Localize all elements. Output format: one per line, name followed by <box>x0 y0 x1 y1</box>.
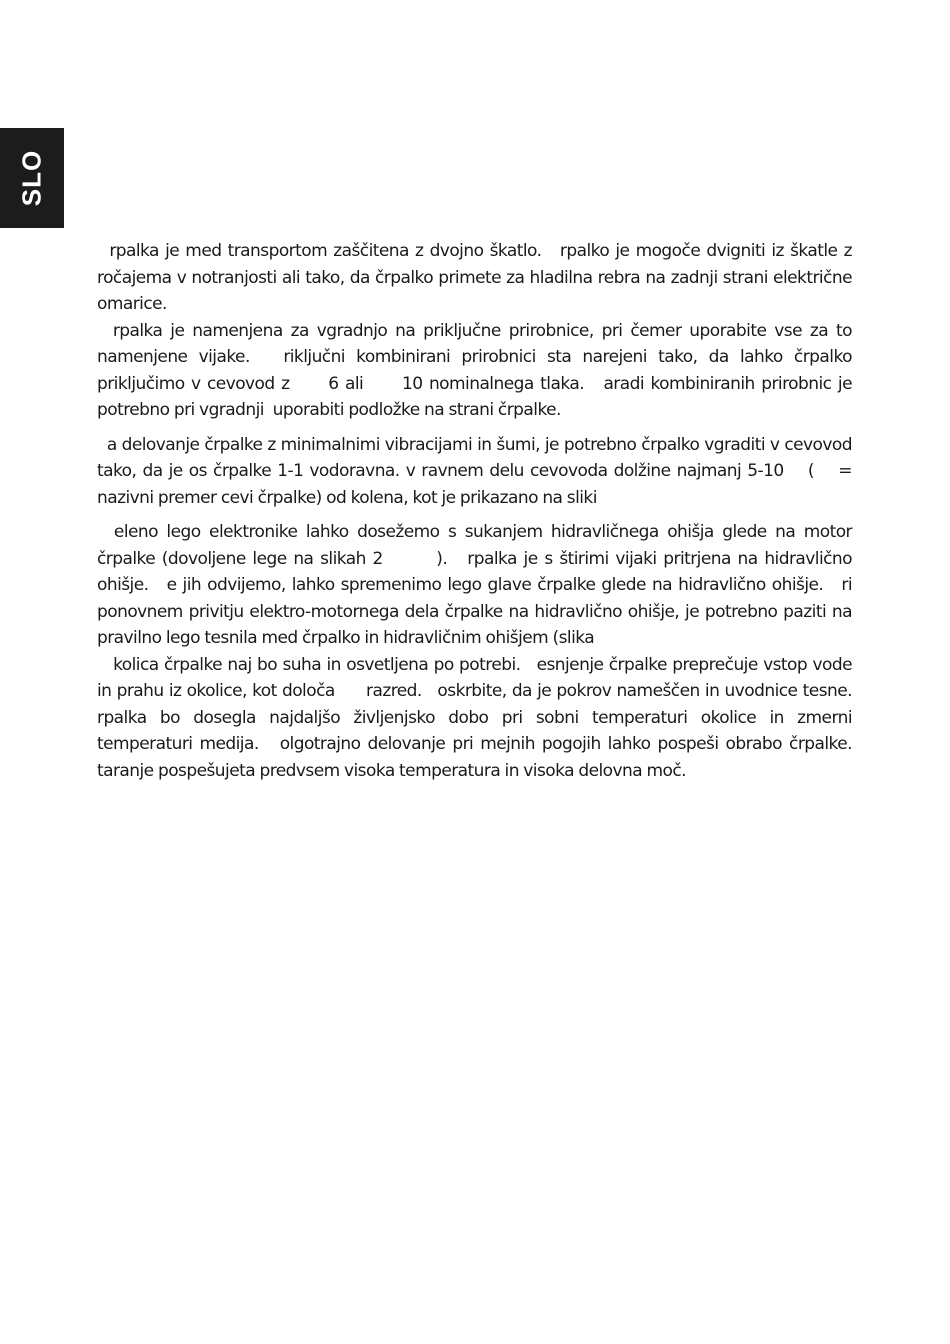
paragraph-environment: kolica črpalke naj bo suha in osvetljena po potrebi. esnjenje črpalke preprečuje vstop vode in prahu iz okolice, kot določa razred. oskrbite, da je pokrov nameščen in uvodnice tesne. rpalka bo dosegla najdaljšo življenjsko dobo pri sobni temperaturi okolice in zmerni temperaturi medija. olgotrajno delovanje pri mejnih pogojih lahko pospeši obrabo črpalke. taranje pospešujeta predvsem visoka temperatura in visoka delovna moč. <box>97 654 866 781</box>
language-tab <box>0 128 64 228</box>
paragraph-electronics-position: eleno lego elektronike lahko dosežemo s sukanjem hidravličnega ohišja glede na motor črpalke (dovoljene lege na slikah 2 ). rpalka je s štirimi vijaki pritrjena na hidravlično ohišje. e jih odvijemo, lahko spremenimo lego glave črpalke glede na hidravlično ohišje. ri ponovnem privitju elektro-motornega dela črpalke na hidravlično ohišje, je potrebno paziti na pravilno lego tesnila med črpalko in hidravličnim ohišjem (slika <box>97 522 857 648</box>
paragraph-installation-axis: a delovanje črpalke z minimalnimi vibracijami in šumi, je potrebno črpalko vgraditi v cevovod tako, da je os črpalke 1-1 vodoravna. v ravnem delu cevovoda dolžine najmanj 5-10 ( = nazivni premer cevi črpalke) od kolena, kot je prikazano na sliki <box>97 434 857 508</box>
paragraph-transport: rpalka je med transportom zaščitena z dvojno škatlo. rpalko je mogoče dvigniti iz škatle z ročajema v notranjosti ali tako, da črpalko primete za hladilna rebra na zadnji strani električne omarice. <box>97 241 857 314</box>
language-tab-label: SLO <box>16 149 47 207</box>
paragraph-flanges: rpalka je namenjena za vgradnjo na priključne prirobnice, pri čemer uporabite vse za to namenjene vijake. riključni kombinirani prirobnici sta narejeni tako, da lahko črpalko priključimo v cevovod z 6 ali 10 nominalnega tlaka. aradi kombiniranih prirobnic je potrebno pri vgradnji uporabiti podložke na strani črpalke. <box>97 320 857 420</box>
instructions-text <box>97 238 866 784</box>
